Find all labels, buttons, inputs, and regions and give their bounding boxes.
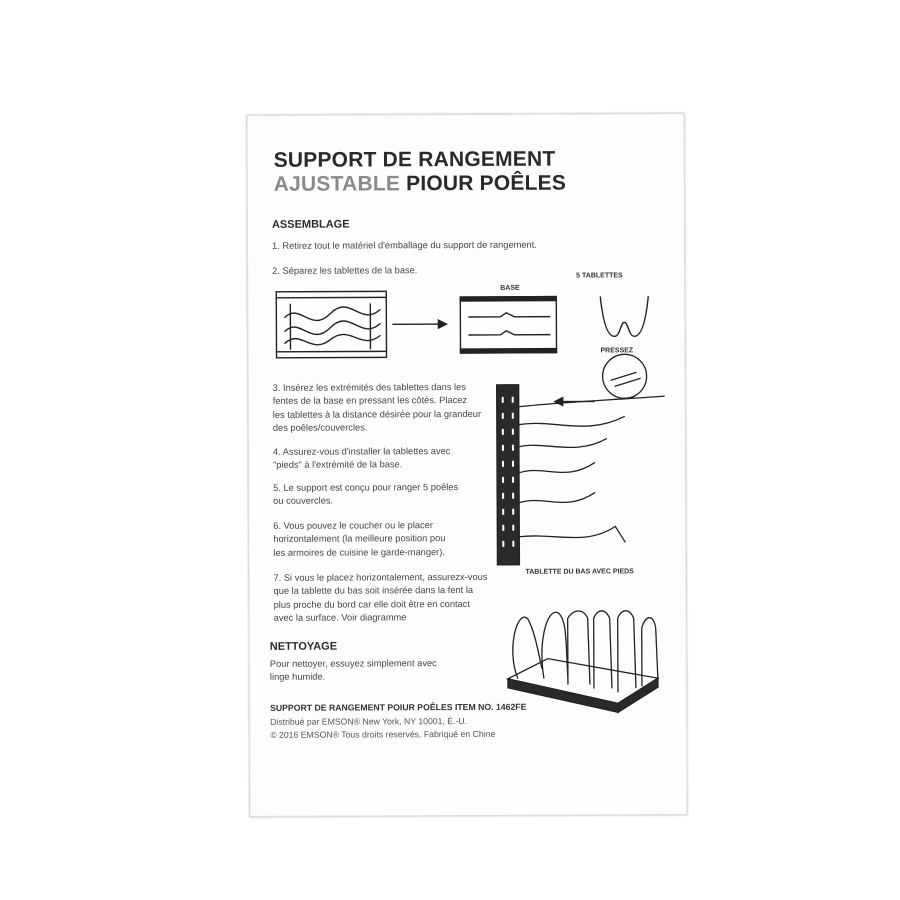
- footer-product: SUPPORT DE RANGEMENT POIUR POÊLES ITEM NO. 1462FE: [270, 701, 527, 713]
- step-2: 2. Séparez les tablettes de la base.: [272, 265, 418, 276]
- step-3: 3. Insérez les extrémités des tablettes dans les fentes de la base en pressant les côtés. Placez les tablettes à la distance désirée pour la grandeur des poêles/couvercles.: [272, 382, 482, 434]
- step-6: 6. Vous pouvez le coucher ou le placer horizontalement (la meilleure position pou les armoires de cuisine le garde-manger).: [273, 520, 446, 558]
- title-grey-word: AJUSTABLE: [273, 172, 401, 196]
- step-1: 1. Retirez tout le matériel d'emballage du support de rangement.: [272, 239, 537, 251]
- assembly-heading: ASSEMBLAGE: [271, 218, 350, 231]
- press-label: PRESSEZ: [600, 347, 634, 355]
- bottom-shelf-label: TABLETTE DU BAS AVEC PIEDS: [525, 568, 634, 576]
- cleaning-text: Pour nettoyer, essuyez simplement avec linge humide.: [269, 658, 437, 683]
- title-line-2: [274, 171, 566, 198]
- horizontal-rack-diagram: [498, 588, 689, 739]
- step-5: 5. Le support est conçu pour ranger 5 poêles ou couvercles.: [273, 482, 459, 507]
- footer-copyright: © 2016 EMSON® Tous droits reservés. Fabriqué en Chine: [270, 728, 496, 740]
- step-7: 7. Si vous le placez horizontalement, assurezx-vous que la tablette du bas soit insérée dans la fent la plus proche du bord car elle doit être en contact avec la surface. Voir diagramme: [273, 571, 488, 624]
- shelves-label: 5 TABLETTES: [576, 272, 623, 280]
- instruction-sheet: [246, 113, 687, 817]
- base-label: BASE: [500, 284, 520, 292]
- cleaning-heading: NETTOYAGE: [269, 640, 338, 653]
- title-line-1: SUPPORT DE RANGEMENT: [273, 147, 556, 172]
- step-4: 4. Assurez-vous d'installer la tablettes avec "pieds" à l'extrémité de la base.: [272, 446, 451, 471]
- title-dark-words: PIOUR POÊLES: [406, 171, 567, 196]
- vertical-rack-diagram: [494, 346, 685, 577]
- footer-distributed: Distribué par EMSON® New York, NY 10001, É.-U.: [270, 716, 468, 727]
